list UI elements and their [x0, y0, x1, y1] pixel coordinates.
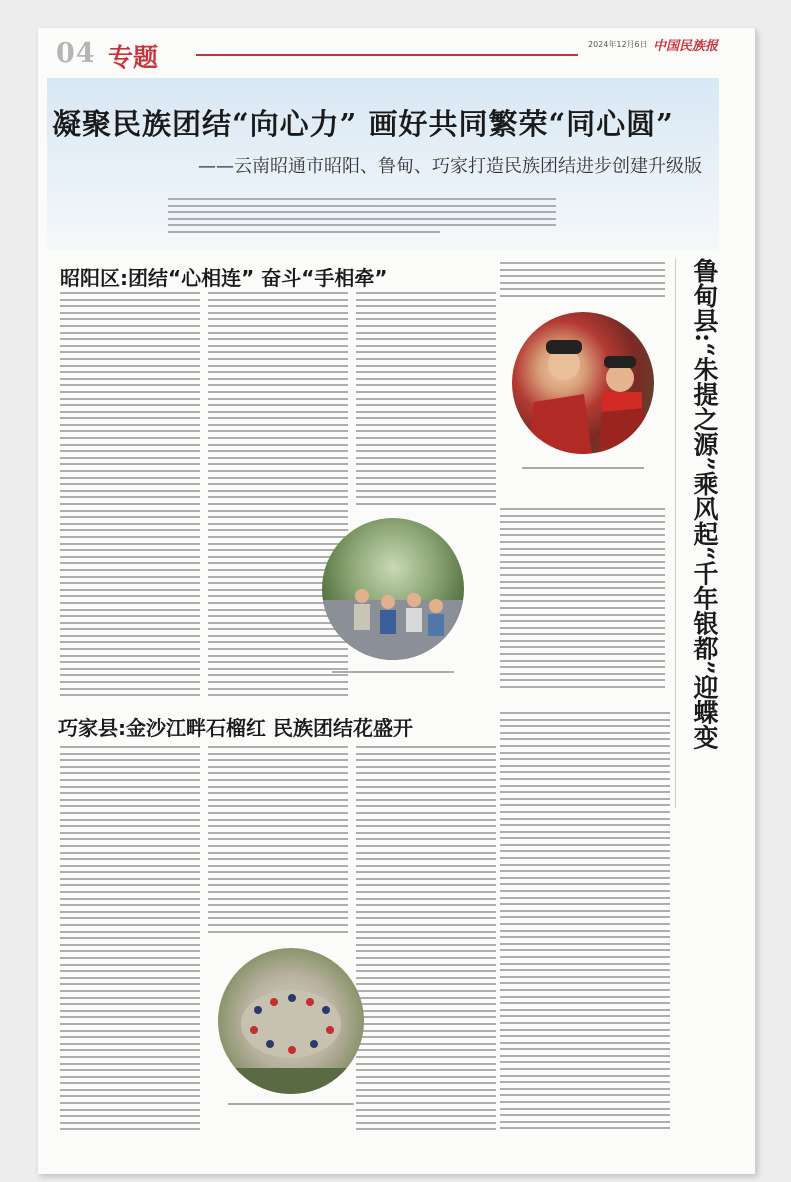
page-subtitle: ——云南昭通市昭阳、鲁甸、巧家打造民族团结进步创建升级版	[198, 156, 702, 177]
section-heading-qiaojia: 巧家县:金沙江畔石榴红 民族团结花盛开	[58, 716, 413, 740]
article-column	[60, 746, 200, 1134]
article-column	[208, 292, 348, 700]
section-heading-ludian: 鲁甸县:“朱提之源”乘风起“千年银都”迎蝶变	[690, 258, 719, 750]
photo-caption	[322, 668, 464, 676]
article-column	[60, 292, 200, 700]
intro-paragraph	[168, 198, 556, 242]
page-title: 凝聚民族团结“向心力” 画好共同繁荣“同心圆”	[52, 107, 674, 141]
article-column	[356, 292, 496, 512]
issue-date: 2024年12月6日	[588, 40, 648, 49]
header-rule	[196, 54, 578, 56]
page-number: 04	[56, 38, 96, 69]
women-in-traditional-dress-photo-icon	[512, 312, 654, 454]
article-column	[356, 746, 496, 1134]
section-heading-zhaoyang: 昭阳区:团结“心相连” 奋斗“手相牵”	[60, 266, 388, 290]
section-label: 专题	[108, 43, 159, 72]
page-fold	[755, 28, 756, 1174]
photo-caption	[218, 1100, 364, 1108]
folk-dance-crowd-photo-icon	[218, 948, 364, 1094]
article-column	[500, 508, 665, 698]
article-column	[500, 712, 670, 1132]
article-column	[500, 262, 665, 306]
outdoor-gathering-photo-icon	[322, 518, 464, 660]
photo-caption	[512, 464, 654, 472]
column-rule	[675, 258, 676, 808]
article-column	[208, 746, 348, 942]
newspaper-logo: 中国民族报	[653, 39, 719, 54]
